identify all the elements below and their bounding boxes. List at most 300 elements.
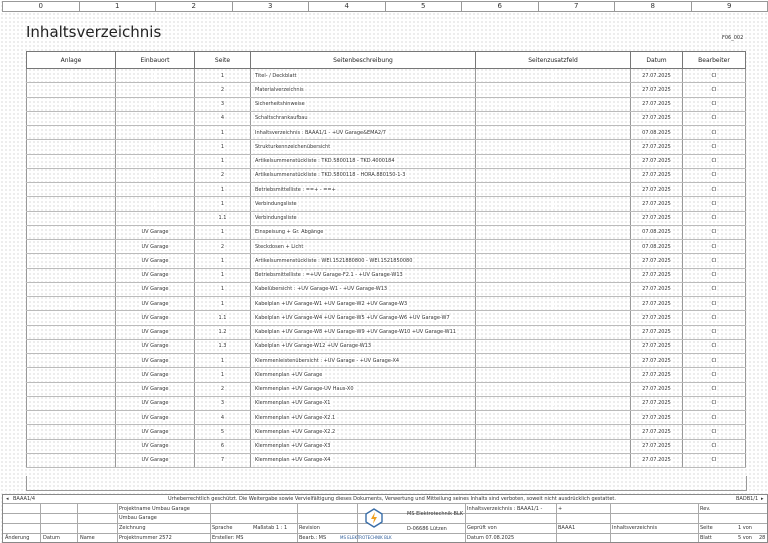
cell-text: [552, 301, 554, 307]
cell-beschreibung[interactable]: [251, 140, 476, 154]
cell-bearbeiter: [683, 339, 746, 353]
cell-bearbeiter: [683, 425, 746, 439]
sheet-value: 5 von: [738, 535, 752, 541]
cell-text: [70, 315, 72, 321]
cell-seite: [195, 69, 251, 83]
cell-beschreibung[interactable]: [251, 325, 476, 339]
cell-text: UV Garage: [141, 243, 169, 250]
scale: Maßstab 1 : 1: [253, 525, 288, 531]
cell-seite: [195, 126, 251, 140]
cell-text: 7: [220, 457, 225, 464]
cell-text: 2: [220, 172, 225, 179]
cell-zusatz: [476, 197, 631, 211]
cell-bearbeiter: [683, 453, 746, 467]
cell-datum: [631, 211, 683, 225]
cell-zusatz: [476, 183, 631, 197]
cell-zusatz: [476, 396, 631, 410]
cell-text: [552, 443, 554, 449]
table-row[interactable]: [27, 254, 746, 268]
cell-beschreibung[interactable]: [251, 297, 476, 311]
cell-text: 1: [220, 357, 225, 364]
cell-bearbeiter: [683, 168, 746, 182]
cell-einbauort: [116, 69, 195, 83]
cell-text: [552, 315, 554, 321]
company-logo-icon: [364, 508, 384, 528]
cell-zusatz: [476, 111, 631, 125]
cell-beschreibung[interactable]: [251, 311, 476, 325]
ruler-cell: 9: [727, 2, 732, 10]
cell-text: [552, 286, 554, 292]
cell-text: Verbindungsliste: [255, 215, 297, 222]
cell-text: 07.08.2025: [642, 229, 671, 236]
cell-text: [552, 144, 554, 150]
cell-text: 1.3: [218, 343, 227, 350]
cell-text: [552, 101, 554, 107]
cell-datum: [631, 339, 683, 353]
cell-beschreibung[interactable]: [251, 268, 476, 282]
change-column: Änderung: [5, 535, 30, 541]
cell-seite: [195, 197, 251, 211]
footer-copyright-row: [3, 495, 767, 504]
cell-text: 27.07.2025: [642, 428, 671, 435]
cell-seite: [195, 282, 251, 296]
cell-datum: [631, 411, 683, 425]
table-row[interactable]: [27, 411, 746, 425]
cell-bearbeiter: [683, 382, 746, 396]
cell-einbauort: [116, 382, 195, 396]
cell-text: [70, 343, 72, 349]
cell-text: [552, 201, 554, 207]
cell-datum: [631, 168, 683, 182]
cell-anlage: [27, 126, 116, 140]
table-row[interactable]: [27, 396, 746, 410]
cell-einbauort: [116, 453, 195, 467]
cell-text: Kabelübersicht : +UV Garage-W1 - +UV Garage-W13: [255, 286, 388, 293]
cell-text: UV Garage: [141, 272, 169, 279]
cell-bearbeiter: [683, 183, 746, 197]
table-row[interactable]: [27, 97, 746, 111]
cell-text: CI: [711, 329, 717, 336]
cell-beschreibung[interactable]: [251, 411, 476, 425]
cell-seite: [195, 411, 251, 425]
cell-text: 27.07.2025: [642, 286, 671, 293]
cell-text: Kabelplan +UV Garage-W4 +UV Garage-W5 +UV Garage-W6 +UV Garage-W7: [255, 314, 450, 321]
cell-text: Steckdosen + Licht: [255, 243, 304, 250]
arrow-right-icon[interactable]: ▸: [761, 496, 764, 502]
cell-text: [154, 187, 156, 193]
cell-beschreibung[interactable]: [251, 69, 476, 83]
cell-beschreibung[interactable]: [251, 168, 476, 182]
cell-datum: [631, 126, 683, 140]
cell-text: Artikelsummenstückliste : TKD.5800118 - TKD.4000184: [255, 158, 395, 165]
cell-anlage: [27, 197, 116, 211]
cell-text: CI: [711, 229, 717, 236]
cell-text: UV Garage: [141, 371, 169, 378]
cell-beschreibung[interactable]: [251, 97, 476, 111]
cell-bearbeiter: [683, 254, 746, 268]
cell-einbauort: [116, 439, 195, 453]
cell-beschreibung[interactable]: [251, 425, 476, 439]
table-row[interactable]: [27, 282, 746, 296]
cell-text: CI: [711, 286, 717, 293]
cell-text: CI: [711, 272, 717, 279]
cell-text: [70, 301, 72, 307]
cell-beschreibung[interactable]: [251, 240, 476, 254]
cell-bearbeiter: [683, 268, 746, 282]
cell-text: Klemmenplan +UV Garage-X3: [255, 443, 331, 450]
cell-text: [70, 372, 72, 378]
cell-bearbeiter: [683, 197, 746, 211]
cell-text: [154, 87, 156, 93]
cell-anlage: [27, 297, 116, 311]
cell-anlage: [27, 411, 116, 425]
cell-text: [552, 244, 554, 250]
cell-text: 1: [220, 286, 225, 293]
toc-table: [26, 51, 746, 468]
cell-text: [552, 329, 554, 335]
section-name: Inhaltsverzeichnis: [612, 525, 658, 531]
cell-bearbeiter: [683, 411, 746, 425]
cell-text: [70, 358, 72, 364]
cell-text: CI: [711, 457, 717, 464]
cell-datum: [631, 268, 683, 282]
cell-seite: [195, 83, 251, 97]
project-label: Projektname Umbau Garage: [119, 506, 190, 512]
cell-anlage: [27, 396, 116, 410]
cell-beschreibung[interactable]: [251, 354, 476, 368]
cell-einbauort: [116, 297, 195, 311]
table-row[interactable]: [27, 69, 746, 83]
table-row[interactable]: [27, 325, 746, 339]
cell-text: CI: [711, 386, 717, 393]
cell-text: UV Garage: [141, 329, 169, 336]
cell-anlage: [27, 183, 116, 197]
cell-bearbeiter: [683, 111, 746, 125]
cell-text: 27.07.2025: [642, 101, 671, 108]
table-row[interactable]: [27, 425, 746, 439]
toc-sub: +: [558, 506, 563, 512]
cell-anlage: [27, 311, 116, 325]
cell-einbauort: [116, 183, 195, 197]
cell-einbauort: [116, 396, 195, 410]
cell-datum: [631, 382, 683, 396]
cell-text: CI: [711, 371, 717, 378]
cell-seite: [195, 154, 251, 168]
cell-datum: [631, 197, 683, 211]
cell-text: UV Garage: [141, 457, 169, 464]
ruler-cell: 5: [386, 2, 463, 11]
cell-zusatz: [476, 297, 631, 311]
cell-text: CI: [711, 443, 717, 450]
cell-einbauort: [116, 225, 195, 239]
ruler-cell: 1: [80, 2, 157, 11]
cell-seite: [195, 339, 251, 353]
cell-text: 2: [220, 86, 225, 93]
table-row[interactable]: [27, 339, 746, 353]
sheet-label: Blatt: [700, 535, 712, 541]
cell-anlage: [27, 154, 116, 168]
cell-beschreibung[interactable]: [251, 382, 476, 396]
cell-text: Artikelsummenstückliste : TKD.5800118 - HORA.880150-1-3: [255, 172, 406, 179]
cell-zusatz: [476, 311, 631, 325]
cell-text: [154, 115, 156, 121]
cell-anlage: [27, 382, 116, 396]
cell-seite: [195, 439, 251, 453]
name-column: Name: [80, 535, 95, 541]
cell-anlage: [27, 254, 116, 268]
page-value: 1 von: [738, 525, 752, 531]
cell-text: 1: [220, 129, 225, 136]
cell-text: [154, 201, 156, 207]
table-row[interactable]: [27, 225, 746, 239]
cell-text: Kabelplan +UV Garage-W12 +UV Garage-W13: [255, 343, 372, 350]
header-anlage: Anlage: [27, 52, 116, 69]
cell-datum: [631, 240, 683, 254]
cell-text: 1: [220, 300, 225, 307]
cell-zusatz: [476, 354, 631, 368]
table-row[interactable]: [27, 268, 746, 282]
cell-bearbeiter: [683, 97, 746, 111]
table-row[interactable]: [27, 354, 746, 368]
cell-text: 1: [220, 72, 225, 79]
cell-beschreibung[interactable]: [251, 439, 476, 453]
cell-datum: [631, 154, 683, 168]
cell-text: 27.07.2025: [642, 457, 671, 464]
table-row[interactable]: [27, 297, 746, 311]
cell-seite: [195, 211, 251, 225]
cell-beschreibung[interactable]: [251, 154, 476, 168]
cell-text: 27.07.2025: [642, 329, 671, 336]
toc-title: Inhaltsverzeichnis : BAAA1/1 -: [467, 506, 543, 512]
cell-seite: [195, 311, 251, 325]
header-einbauort: Einbauort: [116, 52, 195, 69]
cell-anlage: [27, 168, 116, 182]
cell-einbauort: [116, 83, 195, 97]
cell-text: 1: [220, 229, 225, 236]
cell-text: CI: [711, 414, 717, 421]
cell-seite: [195, 325, 251, 339]
cell-zusatz: [476, 411, 631, 425]
cell-text: CI: [711, 428, 717, 435]
arrow-left-icon[interactable]: ◂: [6, 496, 9, 502]
cell-anlage: [27, 325, 116, 339]
cell-text: 27.07.2025: [642, 200, 671, 207]
cell-beschreibung[interactable]: [251, 339, 476, 353]
toc-header-row: [27, 52, 746, 69]
cell-text: [70, 443, 72, 449]
cell-text: 27.07.2025: [642, 386, 671, 393]
cell-beschreibung[interactable]: [251, 183, 476, 197]
header-datum: Datum: [631, 52, 683, 69]
cell-text: Verbindungsliste: [255, 200, 297, 207]
table-row[interactable]: [27, 140, 746, 154]
project-name: Umbau Garage: [119, 515, 157, 521]
cell-beschreibung[interactable]: [251, 225, 476, 239]
cell-text: 1: [220, 272, 225, 279]
checked-by: Geprüft von: [467, 525, 497, 531]
cell-zusatz: [476, 97, 631, 111]
cell-text: [552, 372, 554, 378]
cell-text: CI: [711, 400, 717, 407]
cell-text: [552, 400, 554, 406]
ruler-cell: 4: [309, 2, 386, 11]
cell-text: [552, 215, 554, 221]
cell-zusatz: [476, 325, 631, 339]
cell-text: [70, 244, 72, 250]
table-row[interactable]: [27, 83, 746, 97]
cell-text: CI: [711, 172, 717, 179]
table-row[interactable]: [27, 368, 746, 382]
cell-bearbeiter: [683, 240, 746, 254]
table-row[interactable]: [27, 453, 746, 467]
cell-einbauort: [116, 425, 195, 439]
cell-text: [552, 386, 554, 392]
cell-anlage: [27, 69, 116, 83]
cell-text: CI: [711, 101, 717, 108]
cell-beschreibung[interactable]: [251, 453, 476, 467]
cell-text: 4: [220, 414, 225, 421]
cell-text: CI: [711, 243, 717, 250]
cell-text: UV Garage: [141, 343, 169, 350]
cell-text: [70, 187, 72, 193]
cell-datum: [631, 69, 683, 83]
page-label: Seite: [700, 525, 713, 531]
cell-seite: [195, 368, 251, 382]
cell-text: Betriebsmittelliste : ==+ - ==+: [255, 186, 336, 193]
cell-anlage: [27, 368, 116, 382]
cell-datum: [631, 425, 683, 439]
table-row[interactable]: [27, 311, 746, 325]
cell-text: Klemmenplan +UV Garage-X2.1: [255, 414, 336, 421]
cell-datum: [631, 453, 683, 467]
copyright-note: Urheberrechtlich geschützt. Die Weitergabe sowie Vervielfältigung dieses Dokuments, Verwertung und Mitteilung seines Inhalts sind verboten, soweit nicht ausdrücklich gestattet.: [168, 496, 616, 502]
cell-bearbeiter: [683, 211, 746, 225]
cell-seite: [195, 111, 251, 125]
cell-beschreibung[interactable]: [251, 254, 476, 268]
cell-beschreibung[interactable]: [251, 211, 476, 225]
cell-zusatz: [476, 282, 631, 296]
cell-zusatz: [476, 268, 631, 282]
cell-beschreibung[interactable]: [251, 282, 476, 296]
cell-text: [70, 87, 72, 93]
table-row[interactable]: [27, 211, 746, 225]
cell-seite: [195, 183, 251, 197]
cell-text: [154, 130, 156, 136]
cell-anlage: [27, 211, 116, 225]
cell-text: 1.2: [218, 329, 227, 336]
cell-seite: [195, 168, 251, 182]
cell-beschreibung[interactable]: [251, 197, 476, 211]
cell-bearbeiter: [683, 354, 746, 368]
cell-zusatz: [476, 240, 631, 254]
project-number: Projektnummer 2572: [119, 535, 172, 541]
revision-label: Revision: [299, 525, 320, 531]
cell-text: [70, 386, 72, 392]
table-row[interactable]: [27, 168, 746, 182]
table-row[interactable]: [27, 240, 746, 254]
cell-text: UV Garage: [141, 286, 169, 293]
cell-text: [552, 87, 554, 93]
cell-anlage: [27, 268, 116, 282]
sheet-total: 28: [759, 535, 766, 541]
cell-beschreibung[interactable]: [251, 126, 476, 140]
cell-datum: [631, 83, 683, 97]
ruler-cell: 0: [3, 2, 80, 11]
cell-bearbeiter: [683, 126, 746, 140]
page-title: Inhaltsverzeichnis: [26, 23, 162, 41]
cell-text: 4: [220, 115, 225, 122]
cell-beschreibung[interactable]: [251, 368, 476, 382]
cell-zusatz: [476, 69, 631, 83]
cell-datum: [631, 140, 683, 154]
cell-text: [70, 172, 72, 178]
cell-datum: [631, 311, 683, 325]
cell-text: [552, 429, 554, 435]
table-row[interactable]: [27, 439, 746, 453]
cell-text: 27.07.2025: [642, 371, 671, 378]
table-row[interactable]: [27, 126, 746, 140]
cell-text: CI: [711, 300, 717, 307]
table-row[interactable]: [27, 197, 746, 211]
table-row[interactable]: [27, 382, 746, 396]
cell-text: 1.1: [218, 314, 227, 321]
cell-anlage: [27, 453, 116, 467]
cell-bearbeiter: [683, 282, 746, 296]
cell-text: [70, 144, 72, 150]
cell-datum: [631, 354, 683, 368]
cell-bearbeiter: [683, 297, 746, 311]
cell-datum: [631, 183, 683, 197]
cell-beschreibung[interactable]: [251, 396, 476, 410]
cell-bearbeiter: [683, 368, 746, 382]
cell-einbauort: [116, 282, 195, 296]
cell-text: [552, 258, 554, 264]
company-name: MS ELEKTROTECHNIK BLK: [340, 535, 392, 540]
next-page-link[interactable]: BADB1/1: [736, 496, 759, 502]
cell-bearbeiter: [683, 311, 746, 325]
cell-text: 27.07.2025: [642, 357, 671, 364]
cell-seite: [195, 97, 251, 111]
cell-text: UV Garage: [141, 300, 169, 307]
cell-text: Klemmenplan +UV Garage-X4: [255, 457, 331, 464]
cell-text: [552, 73, 554, 79]
anlage-code: BAAA1: [558, 525, 576, 531]
cell-text: UV Garage: [141, 443, 169, 450]
cell-text: CI: [711, 129, 717, 136]
company-city: D-06686 Lützen: [407, 526, 447, 532]
table-row[interactable]: [27, 154, 746, 168]
ruler-cell: 8: [615, 2, 692, 11]
cell-text: UV Garage: [141, 314, 169, 321]
table-row[interactable]: [27, 111, 746, 125]
cell-text: 27.07.2025: [642, 172, 671, 179]
table-empty-area: [26, 476, 747, 491]
cell-text: [70, 272, 72, 278]
cell-datum: [631, 439, 683, 453]
cell-text: Materialverzeichnis: [255, 86, 304, 93]
cell-beschreibung[interactable]: [251, 83, 476, 97]
cell-beschreibung[interactable]: [251, 111, 476, 125]
table-row[interactable]: [27, 183, 746, 197]
cell-text: 6: [220, 443, 225, 450]
cell-text: Schaltschrankaufbau: [255, 115, 308, 122]
cell-text: [552, 172, 554, 178]
prev-page-link[interactable]: BAAA1/4: [13, 496, 36, 502]
cell-text: [70, 115, 72, 121]
cell-zusatz: [476, 140, 631, 154]
cell-text: [154, 144, 156, 150]
cell-text: 1: [220, 371, 225, 378]
